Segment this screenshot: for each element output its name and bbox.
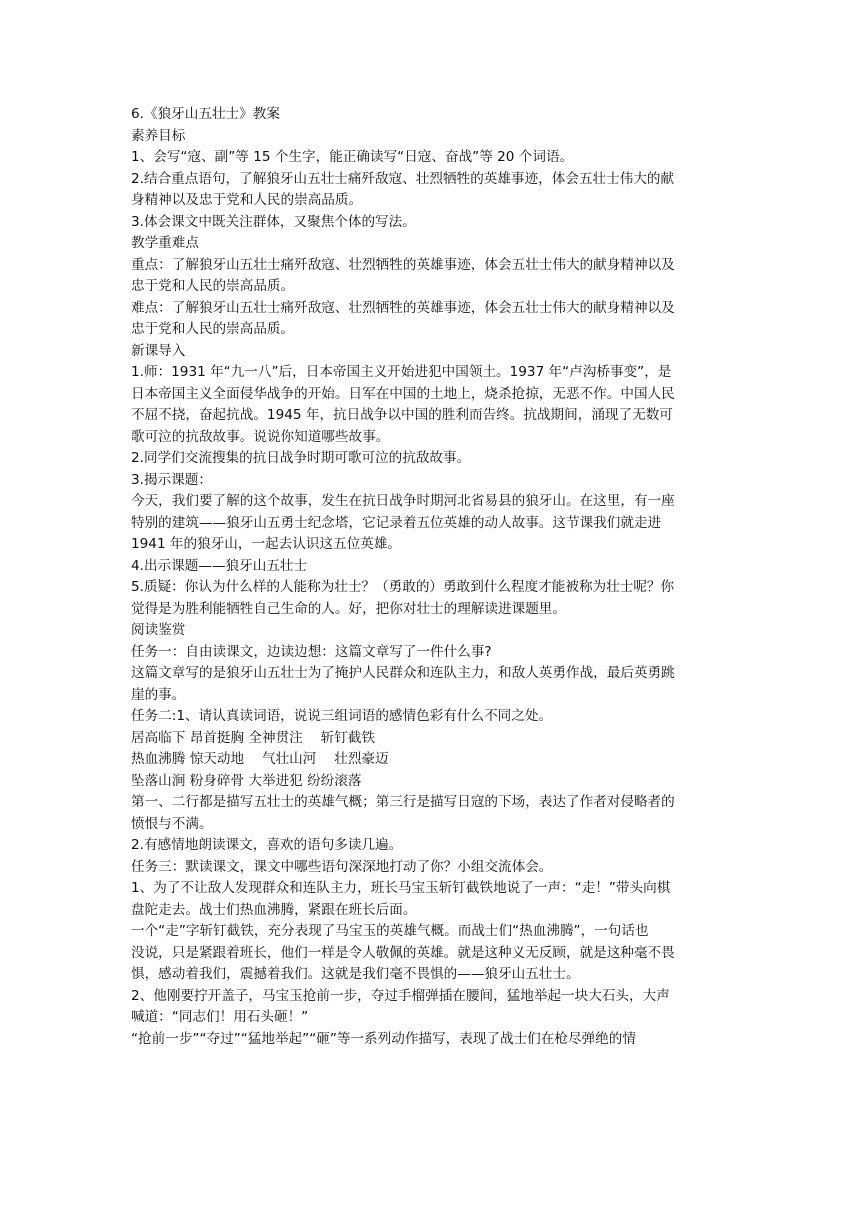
- text-line: 1941 年的狼牙山，一起去认识这五位英雄。: [131, 536, 402, 552]
- text-line: 3.体会课文中既关注群体，又聚焦个体的写法。: [131, 213, 416, 230]
- section-heading-goals: 素养目标: [131, 127, 186, 144]
- text-line: 这篇文章写的是狼牙山五壮士为了掩护人民群众和连队主力，和敌人英勇作战，最后英勇跳: [131, 665, 675, 681]
- text-line: 忠于党和人民的崇高品质。: [131, 321, 295, 337]
- text-line: 一个“走”字斩钉截铁，充分表现了马宝玉的英雄气概。而战士们“热血沸腾”，一句话也: [131, 923, 649, 939]
- word-group-line: 坠落山涧 粉身碎骨 大举进犯 纷纷滚落: [131, 772, 362, 789]
- text-line: 觉得是为胜利能牺牲自己生命的人。好，把你对壮士的理解读进课题里。: [131, 600, 566, 617]
- text-line: 忠于党和人民的崇高品质。: [131, 278, 295, 294]
- text-line: 2.有感情地朗读课文，喜欢的语句多读几遍。: [131, 837, 403, 853]
- text-line: 4.出示课题——狼牙山五壮士: [131, 557, 308, 574]
- text-line: 身精神以及忠于党和人民的崇高品质。: [131, 192, 363, 208]
- text-line: 1.师：1931 年“九一八”后，日本帝国主义开始进犯中国领土。1937 年“卢沟桥事变”，是: [131, 364, 672, 380]
- text-line: 1、为了不让敌人发现群众和连队主力，班长马宝玉斩钉截铁地说了一声：“走！”带头向棋: [131, 880, 671, 896]
- text-line: 第一、二行都是描写五壮士的英雄气概；第三行是描写日寇的下场，表达了作者对侵略者的: [131, 794, 675, 810]
- text-line: 2.同学们交流搜集的抗日战争时期可歌可泣的抗敌故事。: [131, 450, 471, 466]
- section-heading-key-points: 教学重难点: [131, 235, 199, 251]
- text-line: 崖的事。: [131, 686, 186, 703]
- text-line: 5.质疑：你认为什么样的人能称为壮士？（勇敢的）勇敢到什么程度才能被称为壮士呢？你: [131, 579, 675, 595]
- text-line: 任务一：自由读课文，边读边想：这篇文章写了一件什么事?: [131, 643, 492, 660]
- text-line: 歌可泣的抗敌故事。说说你知道哪些故事。: [131, 428, 390, 445]
- section-heading-intro: 新课导入: [131, 342, 186, 359]
- text-line: 愤恨与不满。: [131, 815, 213, 832]
- text-line: 2、他刚要拧开盖子，马宝玉抢前一步，夺过手榴弹插在腰间，猛地举起一块大石头，大声: [131, 987, 670, 1004]
- text-line: 不屈不挠，奋起抗战。1945 年，抗日战争以中国的胜利而告终。抗战期间，涌现了无数可: [131, 407, 673, 423]
- section-heading-reading: 阅读鉴赏: [131, 622, 186, 638]
- text-line: 任务三：默读课文，课文中哪些语句深深地打动了你？小组交流体会。: [131, 858, 553, 875]
- text-line: 喊道：“同志们！用石头砸！”: [131, 1009, 309, 1025]
- document-title: 6.《狼牙山五壮士》教案: [131, 106, 280, 122]
- text-line: 任务二:1、请认真读词语，说说三组词语的感情色彩有什么不同之处。: [131, 708, 553, 724]
- text-line: 日本帝国主义全面侵华战争的开始。日军在中国的土地上，烧杀抢掠，无恶不作。中国人民: [131, 385, 675, 402]
- text-line: 难点：了解狼牙山五壮士痛歼敌寇、壮烈牺牲的英雄事迹，体会五壮士伟大的献身精神以及: [131, 299, 675, 316]
- text-line: 特别的建筑——狼牙山五勇士纪念塔，它记录着五位英雄的动人故事。这节课我们就走进: [131, 514, 662, 531]
- text-line: 3.揭示课题：: [131, 471, 212, 488]
- text-line: 2.结合重点语句，了解狼牙山五壮士痛歼敌寇、壮烈牺牲的英雄事迹，体会五壮士伟大的献: [131, 170, 675, 187]
- text-line: 盘陀走去。战士们热血沸腾，紧跟在班长后面。: [131, 901, 417, 918]
- text-line: 重点：了解狼牙山五壮士痛歼敌寇、壮烈牺牲的英雄事迹，体会五壮士伟大的献身精神以及: [131, 256, 675, 273]
- document-body: [131, 104, 731, 1050]
- text-line: 惧，感动着我们，震撼着我们。这就是我们毫不畏惧的——狼牙山五壮士。: [131, 966, 580, 982]
- text-line: 没说，只是紧跟着班长，他们一样是令人敬佩的英雄。就是这种义无反顾，就是这种毫不畏: [131, 944, 675, 961]
- text-line: 1、会写“寇、副”等 15 个生字，能正确读写“日寇、奋战”等 20 个词语。: [131, 149, 574, 165]
- word-group-line: 热血沸腾 惊天动地 气壮山河 壮烈豪迈: [131, 751, 389, 767]
- text-line: “抢前一步”“夺过”“猛地举起”“砸”等一系列动作描写，表现了战士们在枪尽弹绝的情: [131, 1030, 636, 1047]
- word-group-line: 居高临下 昂首挺胸 全神贯注 斩钉截铁: [131, 729, 376, 746]
- text-line: 今天，我们要了解的这个故事，发生在抗日战争时期河北省易县的狼牙山。在这里，有一座: [131, 493, 675, 509]
